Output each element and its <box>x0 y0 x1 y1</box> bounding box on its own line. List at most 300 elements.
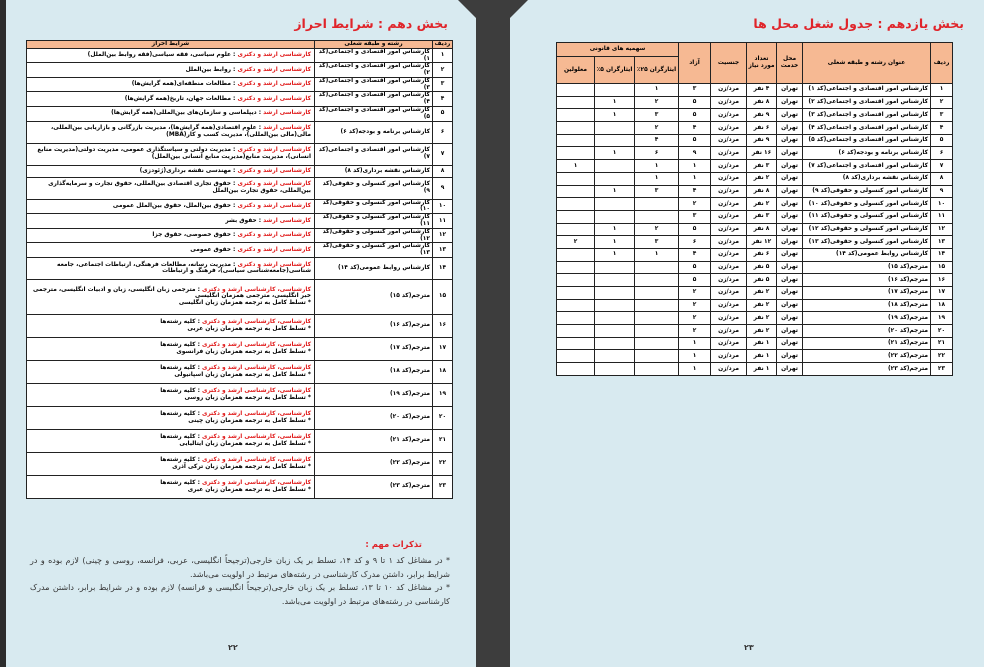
required-majors: : حقوق خصوصی، حقوق جزا <box>152 232 238 239</box>
required-count: ۲ نفر <box>747 312 777 325</box>
language-requirement: * تسلط کامل به ترجمه همزمان زبان روسی <box>184 394 311 401</box>
language-requirement: * تسلط کامل به ترجمه همزمان زبان ایتالیایی <box>179 440 311 447</box>
language-requirement: * تسلط کامل به ترجمه همزمان زبان ترکی آذری <box>172 463 311 470</box>
required-count: ۱ نفر <box>747 363 777 376</box>
required-count: ۸ نفر <box>747 96 777 109</box>
service-location: تهران <box>777 160 803 173</box>
required-majors: : حقوق بشر <box>225 217 264 224</box>
quota-25: ۲ <box>635 122 679 135</box>
job-field: مترجم(کد ۱۵) <box>315 279 433 314</box>
job-field: مترجم(کد ۲۰) <box>315 406 433 429</box>
row-number: ۱۰ <box>433 199 453 214</box>
degree-level: کارشناسی ارشد و دکتری <box>237 181 311 188</box>
job-field: مترجم(کد ۱۸) <box>315 360 433 383</box>
row-number: ۶ <box>931 147 953 160</box>
table-row <box>557 261 953 274</box>
quota-5 <box>595 312 635 325</box>
qualification-cell <box>27 337 315 360</box>
job-title: مترجم(کد ۱۷) <box>803 287 931 300</box>
job-title: مترجم(کد ۱۸) <box>803 299 931 312</box>
job-title: کارشناس امور اقتصادی و اجتماعی(کد ۱) <box>803 84 931 97</box>
language-requirement: * تسلط کامل به ترجمه همزمان زبان اسپانیولی <box>174 371 311 378</box>
gender: مرد/زن <box>711 312 747 325</box>
table-row <box>557 147 953 160</box>
table-row <box>557 134 953 147</box>
quota-25 <box>635 198 679 211</box>
quota-disabled <box>557 312 595 325</box>
row-number: ۵ <box>931 134 953 147</box>
quota-25: ۲ <box>635 223 679 236</box>
job-field: مترجم(کد ۲۳) <box>315 475 433 498</box>
table-row <box>27 121 453 143</box>
gender: مرد/زن <box>711 363 747 376</box>
row-number: ۱۶ <box>433 314 453 337</box>
required-count: ۲ نفر <box>747 172 777 185</box>
required-count: ۱ نفر <box>747 350 777 363</box>
quota-disabled <box>557 122 595 135</box>
quota-disabled <box>557 350 595 363</box>
job-title: کارشناس امور اقتصادی و اجتماعی(کد ۷) <box>803 160 931 173</box>
quota-25: ۱ <box>635 160 679 173</box>
row-number: ۲۲ <box>931 350 953 363</box>
degree-level: کارشناسی، کارشناسی ارشد و دکتری <box>201 434 311 441</box>
header-quota-group: سهمیه های قانونی <box>557 43 679 57</box>
gender: مرد/زن <box>711 172 747 185</box>
gender: مرد/زن <box>711 84 747 97</box>
job-title: مترجم(کد ۱۶) <box>803 274 931 287</box>
free-quota: ۲ <box>679 325 711 338</box>
quota-disabled <box>557 261 595 274</box>
header-quota-5: ایثارگران ۵٪ <box>595 57 635 84</box>
required-majors: : کلیه رشته‌ها <box>160 365 202 372</box>
required-count: ۲ نفر <box>747 299 777 312</box>
language-requirement: * تسلط کامل به ترجمه همزمان زبان چینی <box>188 417 311 424</box>
quota-25: ۲ <box>635 96 679 109</box>
header-field: رشته و طبقه شغلی <box>315 41 433 49</box>
gender: مرد/زن <box>711 350 747 363</box>
job-title: کارشناس امور اقتصادی و اجتماعی(کد ۵) <box>803 134 931 147</box>
table-row <box>27 243 453 258</box>
table-row <box>27 314 453 337</box>
job-field: مترجم(کد ۱۷) <box>315 337 433 360</box>
required-count: ۹ نفر <box>747 109 777 122</box>
required-majors: : مدیریت رسانه، مطالعات فرهنگی، ارتباطات اجتماعی، جامعه شناسی(جامعه‌شناسی سیاسی)، فرهنگ و ارتباطات <box>57 261 311 275</box>
required-count: ۲ نفر <box>747 287 777 300</box>
job-field: کارشناس امور کنسولی و حقوقی(کد ۱۲) <box>315 228 433 243</box>
job-field: کارشناس امور کنسولی و حقوقی(کد ۱۱) <box>315 214 433 229</box>
qualification-cell <box>27 48 315 63</box>
qualification-cell <box>27 360 315 383</box>
table-row <box>27 452 453 475</box>
degree-level: کارشناسی، کارشناسی ارشد و دکتری <box>201 457 311 464</box>
service-location: تهران <box>777 350 803 363</box>
quota-disabled <box>557 185 595 198</box>
row-number: ۲۳ <box>931 363 953 376</box>
quota-25 <box>635 350 679 363</box>
row-number: ۱۷ <box>931 287 953 300</box>
required-count: ۸ نفر <box>747 223 777 236</box>
required-majors: : کلیه رشته‌ها <box>160 457 202 464</box>
quota-25 <box>635 274 679 287</box>
free-quota: ۱ <box>679 350 711 363</box>
quota-5 <box>595 84 635 97</box>
row-number: ۱ <box>931 84 953 97</box>
table-row <box>557 274 953 287</box>
header-qualification: شرایط احراز <box>27 41 315 49</box>
job-title: کارشناس برنامه و بودجه(کد ۶) <box>803 147 931 160</box>
qualification-cell <box>27 406 315 429</box>
required-count: ۳ نفر <box>747 160 777 173</box>
free-quota: ۱ <box>679 160 711 173</box>
degree-level: کارشناسی ارشد <box>263 217 311 224</box>
qualification-cell <box>27 243 315 258</box>
row-number: ۱۲ <box>931 223 953 236</box>
quota-25: ۱ <box>635 248 679 261</box>
job-title: کارشناس امور اقتصادی و اجتماعی(کد ۲) <box>803 96 931 109</box>
table-row <box>557 96 953 109</box>
table-row <box>557 84 953 97</box>
row-number: ۷ <box>931 160 953 173</box>
table-row <box>557 109 953 122</box>
qualification-cell <box>27 92 315 107</box>
required-count: ۳ نفر <box>747 210 777 223</box>
quota-5 <box>595 210 635 223</box>
quota-5 <box>595 299 635 312</box>
quota-disabled <box>557 248 595 261</box>
table-row <box>27 360 453 383</box>
language-requirement: * تسلط کامل به ترجمه همزمان زبان عبری <box>187 486 311 493</box>
table-row <box>557 299 953 312</box>
free-quota: ۲ <box>679 287 711 300</box>
job-title: مترجم(کد ۲۰) <box>803 325 931 338</box>
table-row <box>27 165 453 177</box>
service-location: تهران <box>777 248 803 261</box>
required-majors: : مطالعات منطقه‌ای(همه گرایش‌ها) <box>131 81 238 88</box>
qualification-cell <box>27 429 315 452</box>
quota-25 <box>635 261 679 274</box>
gender: مرد/زن <box>711 325 747 338</box>
quota-25: ۶ <box>635 147 679 160</box>
table-row <box>27 143 453 165</box>
table-row <box>557 248 953 261</box>
row-number: ۲ <box>931 96 953 109</box>
service-location: تهران <box>777 299 803 312</box>
job-title: مترجم(کد ۲۲) <box>803 350 931 363</box>
row-number: ۴ <box>931 122 953 135</box>
table-row <box>557 185 953 198</box>
quota-disabled <box>557 147 595 160</box>
free-quota: ۹ <box>679 147 711 160</box>
row-number: ۲۲ <box>433 452 453 475</box>
job-title: کارشناس امور کنسولی و حقوقی(کد ۱۱) <box>803 210 931 223</box>
row-number: ۱۸ <box>931 299 953 312</box>
free-quota: ۵ <box>679 134 711 147</box>
table-row <box>557 325 953 338</box>
degree-level: کارشناسی، کارشناسی ارشد و دکتری <box>201 388 311 395</box>
required-majors: : حقوق تجاری اقتصادی بین‌المللی، حقوق تجارت و سرمایه‌گذاری بین‌المللی، حقوق تجارت بین‌الملل <box>48 181 311 195</box>
degree-level: کارشناسی، کارشناسی ارشد و دکتری <box>201 286 311 293</box>
degree-level: کارشناسی، کارشناسی ارشد و دکتری <box>201 480 311 487</box>
important-notes <box>30 540 450 608</box>
free-quota: ۴ <box>679 122 711 135</box>
gender: مرد/زن <box>711 147 747 160</box>
job-field: کارشناس امور اقتصادی و اجتماعی(کد ۳) <box>315 77 433 92</box>
qualification-cell <box>27 452 315 475</box>
required-count: ۵ نفر <box>747 261 777 274</box>
required-majors: : مهندسی نقشه برداری(ژئودزی) <box>139 167 238 174</box>
row-number: ۱۱ <box>931 210 953 223</box>
row-number: ۱۰ <box>931 198 953 211</box>
qualification-cell <box>27 214 315 229</box>
page-fold-corner <box>458 0 476 18</box>
quota-25 <box>635 325 679 338</box>
note-2: * در مشاغل کد ۱۰ تا ۱۳، تسلط بر یک زبان خارجی(ترجیحاً انگلیسی و فرانسه) لازم بوده و در شرایط برابر، داشتن مدرک کارشناسی در رشته‌های مرتبط در اولویت می‌باشد. <box>30 583 451 606</box>
gender: مرد/زن <box>711 109 747 122</box>
degree-level: کارشناسی ارشد و دکتری <box>237 52 311 59</box>
degree-level: کارشناسی ارشد و دکتری <box>237 81 311 88</box>
quota-disabled <box>557 198 595 211</box>
row-number: ۲۱ <box>433 429 453 452</box>
degree-level: کارشناسی ارشد و دکتری <box>237 147 311 154</box>
qualification-cell <box>27 383 315 406</box>
page-fold-corner <box>510 0 528 18</box>
row-number: ۷ <box>433 143 453 165</box>
quota-disabled <box>557 287 595 300</box>
quota-25 <box>635 299 679 312</box>
row-number: ۲۱ <box>931 337 953 350</box>
quota-5: ۱ <box>595 248 635 261</box>
table-row <box>27 199 453 214</box>
job-field: مترجم(کد ۱۶) <box>315 314 433 337</box>
page-number: ۲۲ <box>228 643 238 652</box>
language-requirement: * تسلط کامل به ترجمه همزمان زبان فرانسوی <box>176 348 311 355</box>
quota-5: ۱ <box>595 147 635 160</box>
service-location: تهران <box>777 337 803 350</box>
table-row <box>557 337 953 350</box>
table-row <box>27 406 453 429</box>
quota-5 <box>595 172 635 185</box>
qualification-cell <box>27 475 315 498</box>
required-count: ۱۲ نفر <box>747 236 777 249</box>
language-requirement: * تسلط کامل به ترجمه همزمان زبان انگلیسی <box>178 300 311 307</box>
job-title: کارشناس امور کنسولی و حقوقی(کد ۹) <box>803 185 931 198</box>
quota-disabled <box>557 223 595 236</box>
gender: مرد/زن <box>711 337 747 350</box>
job-title: کارشناس امور اقتصادی و اجتماعی(کد ۴) <box>803 122 931 135</box>
table-row <box>557 210 953 223</box>
free-quota: ۲ <box>679 312 711 325</box>
service-location: تهران <box>777 236 803 249</box>
quota-25: ۱ <box>635 84 679 97</box>
free-quota: ۵ <box>679 274 711 287</box>
table-row <box>27 107 453 122</box>
table-row <box>557 363 953 376</box>
quota-25: ۱ <box>635 172 679 185</box>
row-number: ۹ <box>433 177 453 199</box>
degree-level: کارشناسی ارشد <box>263 125 311 132</box>
qualification-cell <box>27 228 315 243</box>
service-location: تهران <box>777 223 803 236</box>
qualification-cell <box>27 279 315 314</box>
quota-disabled <box>557 134 595 147</box>
required-majors: : علوم اقتصادی(همه گرایش‌ها)، مدیریت بازرگانی و بازاریابی بین‌المللی، مالی(مالی بین‌المللی)، مدیریت کسب و کار(MBA) <box>51 125 311 139</box>
free-quota: ۱ <box>679 337 711 350</box>
row-number: ۱۴ <box>433 257 453 279</box>
table-row <box>27 63 453 78</box>
quota-5 <box>595 287 635 300</box>
table-header-row <box>27 41 453 49</box>
required-majors: : روابط بین‌الملل <box>185 66 238 73</box>
required-majors: : مدیریت دولتی و سیاستگذاری عمومی، مدیریت دولتی(مدیریت منابع انسانی)، مدیریت منابع(مدیریت منابع انسانی بین‌الملل) <box>37 147 311 161</box>
free-quota: ۱ <box>679 363 711 376</box>
table-row <box>557 236 953 249</box>
row-number: ۳ <box>931 109 953 122</box>
row-number: ۸ <box>931 172 953 185</box>
required-majors: : کلیه رشته‌ها <box>160 411 202 418</box>
table-row <box>557 223 953 236</box>
degree-level: کارشناسی، کارشناسی ارشد و دکتری <box>201 319 311 326</box>
job-field: مترجم(کد ۲۱) <box>315 429 433 452</box>
job-field: کارشناس امور اقتصادی و اجتماعی(کد ۴) <box>315 92 433 107</box>
degree-level: کارشناسی، کارشناسی ارشد و دکتری <box>201 365 311 372</box>
quota-disabled <box>557 96 595 109</box>
row-number: ۱۳ <box>433 243 453 258</box>
page-22 <box>6 0 476 667</box>
service-location: تهران <box>777 198 803 211</box>
job-title: کارشناس امور کنسولی و حقوقی(کد ۱۲) <box>803 223 931 236</box>
row-number: ۱ <box>433 48 453 63</box>
required-count: ۱۶ نفر <box>747 147 777 160</box>
service-location: تهران <box>777 325 803 338</box>
job-title: کارشناس روابط عمومی(کد ۱۴) <box>803 248 931 261</box>
table-row <box>557 287 953 300</box>
free-quota: ۲ <box>679 198 711 211</box>
service-location: تهران <box>777 84 803 97</box>
qualification-cell <box>27 77 315 92</box>
row-number: ۱۸ <box>433 360 453 383</box>
required-majors: : علوم سیاسی، فقه سیاسی(فقه روابط بین‌الملل) <box>87 52 238 59</box>
quota-5 <box>595 350 635 363</box>
table-row <box>27 77 453 92</box>
header-title: عنوان رشته و طبقه شغلی <box>803 43 931 84</box>
table-row <box>27 214 453 229</box>
header-gender: جنسیت <box>711 43 747 84</box>
job-title: کارشناس امور اقتصادی و اجتماعی(کد ۳) <box>803 109 931 122</box>
row-number: ۱۹ <box>931 312 953 325</box>
gender: مرد/زن <box>711 122 747 135</box>
gender: مرد/زن <box>711 223 747 236</box>
quota-5: ۱ <box>595 185 635 198</box>
row-number: ۳ <box>433 77 453 92</box>
header-quota-25: ایثارگران ۲۵٪ <box>635 57 679 84</box>
degree-level: کارشناسی ارشد و دکتری <box>237 246 311 253</box>
table-row <box>557 350 953 363</box>
quota-5 <box>595 198 635 211</box>
row-number: ۶ <box>433 121 453 143</box>
quota-5 <box>595 160 635 173</box>
quota-25: ۳ <box>635 236 679 249</box>
degree-level: کارشناسی، کارشناسی ارشد و دکتری <box>201 411 311 418</box>
quota-25 <box>635 337 679 350</box>
free-quota: ۴ <box>679 185 711 198</box>
row-number: ۹ <box>931 185 953 198</box>
table-row <box>557 198 953 211</box>
table-row <box>557 172 953 185</box>
qualification-cell <box>27 165 315 177</box>
quota-disabled: ۲ <box>557 236 595 249</box>
degree-level: کارشناسی ارشد و دکتری <box>237 95 311 102</box>
qualification-cell <box>27 199 315 214</box>
quota-25: ۳ <box>635 185 679 198</box>
gender: مرد/زن <box>711 236 747 249</box>
quota-25 <box>635 210 679 223</box>
quota-5 <box>595 363 635 376</box>
service-location: تهران <box>777 134 803 147</box>
job-field: کارشناس امور کنسولی و حقوقی(کد ۱۳) <box>315 243 433 258</box>
row-number: ۱۴ <box>931 248 953 261</box>
job-field: مترجم(کد ۲۲) <box>315 452 433 475</box>
required-majors: : کلیه رشته‌ها <box>160 342 202 349</box>
free-quota: ۴ <box>679 248 711 261</box>
quota-5 <box>595 261 635 274</box>
job-title: کارشناس نقشه برداری(کد ۸) <box>803 172 931 185</box>
required-majors: : حقوق بین‌الملل، حقوق بین‌الملل عمومی <box>112 202 238 209</box>
quota-25: ۳ <box>635 109 679 122</box>
quota-25: ۴ <box>635 134 679 147</box>
gender: مرد/زن <box>711 287 747 300</box>
quota-disabled <box>557 109 595 122</box>
job-field: کارشناس روابط عمومی(کد ۱۴) <box>315 257 433 279</box>
quota-disabled <box>557 84 595 97</box>
table-row <box>27 257 453 279</box>
page-number: ۲۳ <box>744 643 754 652</box>
job-field: کارشناس امور اقتصادی و اجتماعی(کد ۲) <box>315 63 433 78</box>
required-count: ۸ نفر <box>747 185 777 198</box>
gender: مرد/زن <box>711 185 747 198</box>
quota-disabled <box>557 210 595 223</box>
qualification-cell <box>27 63 315 78</box>
degree-level: کارشناسی ارشد و دکتری <box>237 202 311 209</box>
service-location: تهران <box>777 312 803 325</box>
gender: مرد/زن <box>711 160 747 173</box>
table-row <box>27 228 453 243</box>
service-location: تهران <box>777 147 803 160</box>
service-location: تهران <box>777 210 803 223</box>
job-field: کارشناس نقشه برداری(کد ۸) <box>315 165 433 177</box>
degree-level: کارشناسی ارشد <box>263 110 311 117</box>
row-number: ۵ <box>433 107 453 122</box>
quota-5: ۱ <box>595 96 635 109</box>
quota-5 <box>595 337 635 350</box>
notes-title: تذکرات مهم : <box>365 540 422 550</box>
service-location: تهران <box>777 96 803 109</box>
job-field: کارشناس امور اقتصادی و اجتماعی(کد ۷) <box>315 143 433 165</box>
free-quota: ۳ <box>679 210 711 223</box>
quota-disabled <box>557 325 595 338</box>
quota-25 <box>635 363 679 376</box>
required-majors: : کلیه رشته‌ها <box>160 319 202 326</box>
qualification-cell <box>27 257 315 279</box>
quota-25 <box>635 287 679 300</box>
job-location-table <box>556 42 953 376</box>
row-number: ۱۷ <box>433 337 453 360</box>
job-field: کارشناس امور کنسولی و حقوقی(کد ۱۰) <box>315 199 433 214</box>
quota-5 <box>595 274 635 287</box>
header-disabled: معلولین <box>557 57 595 84</box>
qualification-cell <box>27 121 315 143</box>
service-location: تهران <box>777 261 803 274</box>
free-quota: ۵ <box>679 109 711 122</box>
